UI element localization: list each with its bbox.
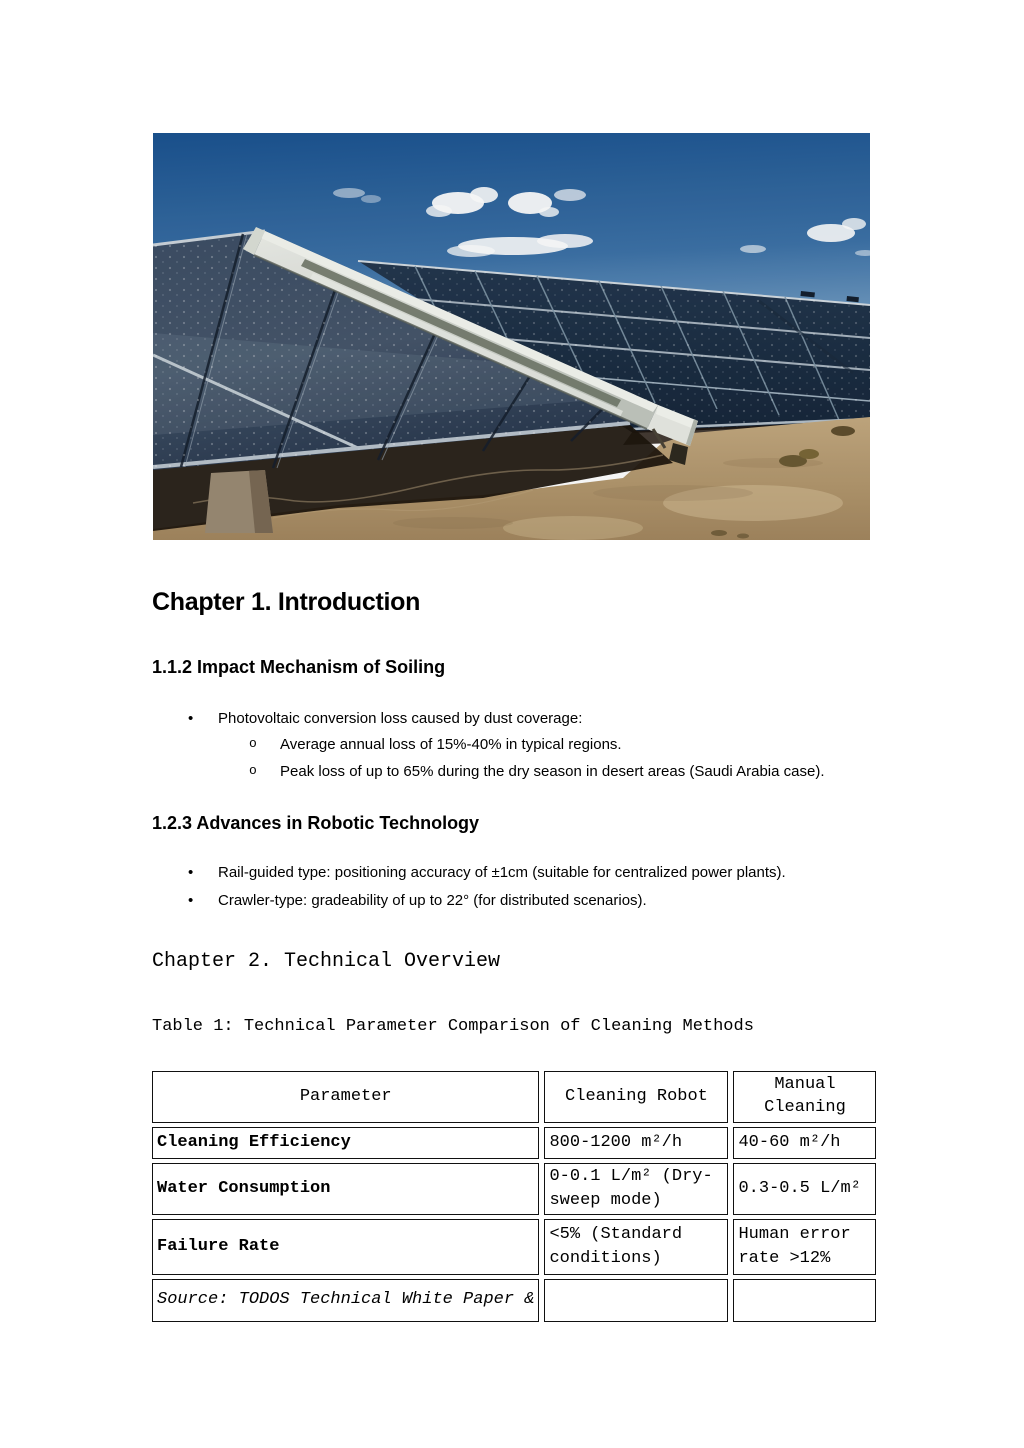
sub-bullet-text: Peak loss of up to 65% during the dry season in desert areas (Saudi Arabia case). xyxy=(280,763,825,780)
cell-manual-value: Human error rate >12% xyxy=(733,1219,876,1275)
cleaning-methods-table xyxy=(147,1067,881,1326)
source-note: Source: TODOS Technical White Paper & xyxy=(152,1279,539,1322)
bullet-text: Photovoltaic conversion loss caused by dust coverage: xyxy=(218,710,583,727)
bullet-icon: • xyxy=(188,864,194,881)
empty-cell xyxy=(544,1279,728,1322)
photo-tone-overlay xyxy=(153,133,870,540)
bullet-icon: • xyxy=(188,892,194,909)
header-manual-cleaning: Manual Cleaning xyxy=(733,1071,876,1123)
sub-bullet-peak-loss xyxy=(249,762,949,782)
header-cleaning-robot: Cleaning Robot xyxy=(544,1071,728,1123)
section-123-heading: 1.2.3 Advances in Robotic Technology xyxy=(152,813,480,833)
solar-photo-illustration xyxy=(153,133,870,540)
cell-robot-value: <5% (Standard conditions) xyxy=(544,1219,728,1275)
cell-parameter: Cleaning Efficiency xyxy=(152,1127,539,1159)
sub-bullet-average-loss xyxy=(249,735,949,755)
cell-parameter: Failure Rate xyxy=(152,1219,539,1275)
bullet-rail-guided xyxy=(188,863,888,883)
sub-bullet-text: Average annual loss of 15%-40% in typical regions. xyxy=(280,736,622,753)
bullet-crawler-type xyxy=(188,891,888,911)
circle-bullet-icon: o xyxy=(249,736,257,751)
table-header-row xyxy=(152,1071,876,1123)
table-1-caption: Table 1: Technical Parameter Comparison of Cleaning Methods xyxy=(152,1017,754,1036)
chapter-2-title: Chapter 2. Technical Overview xyxy=(152,950,501,973)
solar-panels-photo xyxy=(153,133,870,540)
table-row xyxy=(152,1219,876,1275)
cell-manual-value: 0.3-0.5 L/m² xyxy=(733,1163,876,1215)
header-parameter: Parameter xyxy=(152,1071,539,1123)
bullet-text: Rail-guided type: positioning accuracy of ±1cm (suitable for centralized power plants). xyxy=(218,864,786,881)
bullet-soiling xyxy=(188,709,888,729)
table-row xyxy=(152,1127,876,1159)
chapter-1-title: Chapter 1. Introduction xyxy=(152,588,421,616)
cell-robot-value: 0-0.1 L/m² (Dry-sweep mode) xyxy=(544,1163,728,1215)
cell-robot-value: 800-1200 m²/h xyxy=(544,1127,728,1159)
table-source-row xyxy=(152,1279,876,1322)
cell-parameter: Water Consumption xyxy=(152,1163,539,1215)
section-112-heading: 1.1.2 Impact Mechanism of Soiling xyxy=(152,657,446,677)
empty-cell xyxy=(733,1279,876,1322)
table-row xyxy=(152,1163,876,1215)
circle-bullet-icon: o xyxy=(249,763,257,778)
bullet-text: Crawler-type: gradeability of up to 22° (for distributed scenarios). xyxy=(218,892,647,909)
bullet-icon: • xyxy=(188,710,194,727)
cell-manual-value: 40-60 m²/h xyxy=(733,1127,876,1159)
